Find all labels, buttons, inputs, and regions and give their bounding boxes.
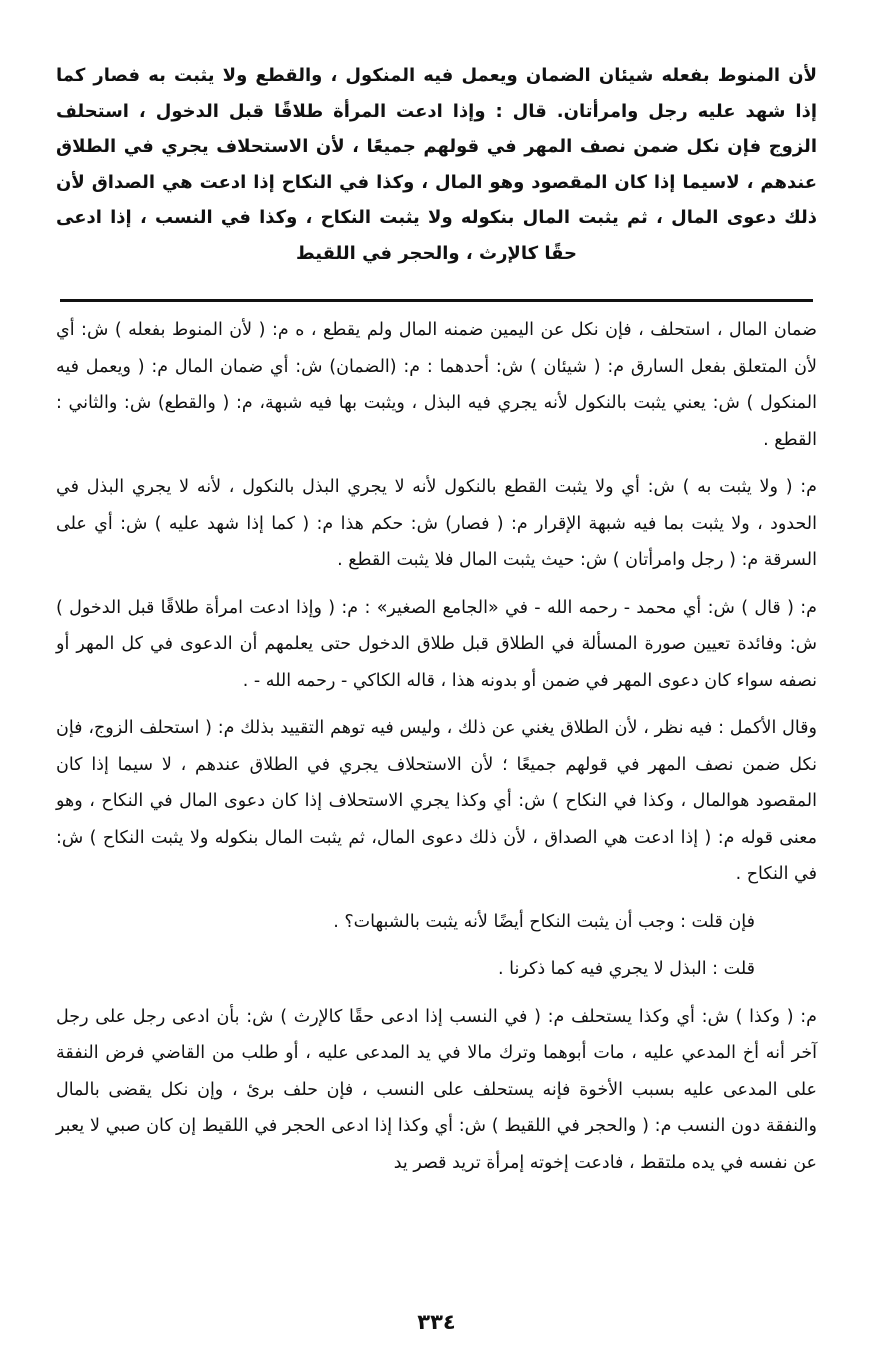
page-number: ٣٣٤: [417, 1310, 456, 1334]
commentary-paragraph: م: ( وكذا ) ش: أي وكذا يستحلف م: ( في النسب إذا ادعى حقًا كالإرث ) ش: بأن ادعى رجل على رجل آخر أنه أخ المدعي عليه ، مات أبوهما وترك مالا في يد المدعى عليه ، أو طلب من القاضي فرض النفقة على المدعى عليه بسبب الأخوة فإنه يستحلف على النسب ، فإن حلف برئ ، وإن نكل يقضى بالمال والنفقة دون النسب م: ( والحجر في اللقيط ) ش: أي وكذا إذا ادعى الحجر في اللقيط إن كان صبي لا يعبر عن نفسه في يده ملتقط ، فادعت إخوته إمرأة تريد قصر يد: [56, 1006, 817, 1173]
question-paragraph: فإن قلت : وجب أن يثبت النكاح أيضًا لأنه يثبت بالشبهات؟ .: [333, 911, 755, 932]
commentary-paragraph: م: ( ولا يثبت به ) ش: أي ولا يثبت القطع بالنكول لأنه لا يجري البذل بالنكول ، لأنه لا يجري البذل في الحدود ، ولا يثبت بما فيه شبهة الإقرار م: ( فصار) ش: حكم هذا م: ( كما إذا شهد عليه ) ش: أي على السرقة م: ( رجل وامرأتان ) ش: حيث يثبت المال فلا يثبت القطع .: [56, 477, 817, 570]
commentary: [56, 312, 817, 1181]
main-text: لأن المنوط بفعله شيئان الضمان ويعمل فيه المنكول ، والقطع ولا يثبت به فصار كما إذا شهد عليه رجل وامرأتان. قال : وإذا ادعت المرأة طلاقًا قبل الدخول ، استحلف الزوج فإن نكل ضمن نصف المهر في قولهم جميعًا ، لأن الاستحلاف يجري في الطلاق عندهم ، لاسيما إذا كان المقصود وهو المال ، وكذا في النكاح إذا ادعت هي الصداق لأن ذلك دعوى المال ، ثم يثبت المال بنكوله ولا يثبت النكاح ، وكذا في النسب ، إذا ادعى حقًا كالإرث ، والحجر في اللقيط: [56, 65, 817, 264]
commentary-paragraph: وقال الأكمل : فيه نظر ، لأن الطلاق يغني عن ذلك ، وليس فيه توهم التقييد بذلك م: ( استحلف الزوج، فإن نكل ضمن نصف المهر في قولهم جميعًا ؛ لأن الاستحلاف يجري في الطلاق عندهم ، لا سيما إذا كان المقصود هوالمال ، وكذا في النكاح ) ش: أي وكذا يجري الاستحلاف إذا كان دعوى المال في النكاح ، وهو معنى قوله م: ( إذا ادعت هي الصداق ، لأن ذلك دعوى المال، ثم يثبت المال بنكوله ولا يثبت النكاح ) ش: في النكاح .: [56, 718, 817, 884]
answer-paragraph: قلت : البذل لا يجري فيه كما ذكرنا .: [498, 959, 755, 979]
commentary-paragraph: ضمان المال ، استحلف ، فإن نكل عن اليمين ضمنه المال ولم يقطع ، ه م: ( لأن المنوط بفعله ) ش: أي لأن المتعلق بفعل السارق م: ( شيئان ) ش: أحدهما : م: (الضمان) ش: أي ضمان المال م: ( ويعمل فيه المنكول ) ش: يعني يثبت بالنكول لأنه يجري فيه البذل ، ويثبت بها فيه شبهة، م: ( والقطع) ش: والثاني : القطع .: [56, 320, 817, 450]
commentary-paragraph: م: ( قال ) ش: أي محمد - رحمه الله - في «الجامع الصغير» : م: ( وإذا ادعت امرأة طلاقًا قبل الدخول ) ش: وفائدة تعيين صورة المسألة في الطلاق قبل طلاق الدخول حتى يعلمهم أن الدعوى في كل المهر أو نصفه سواء كان دعوى المهر في ضمن أو بدونه هذا ، قاله الكاكي - رحمه الله - .: [56, 597, 817, 691]
separator-rule: [60, 299, 813, 302]
